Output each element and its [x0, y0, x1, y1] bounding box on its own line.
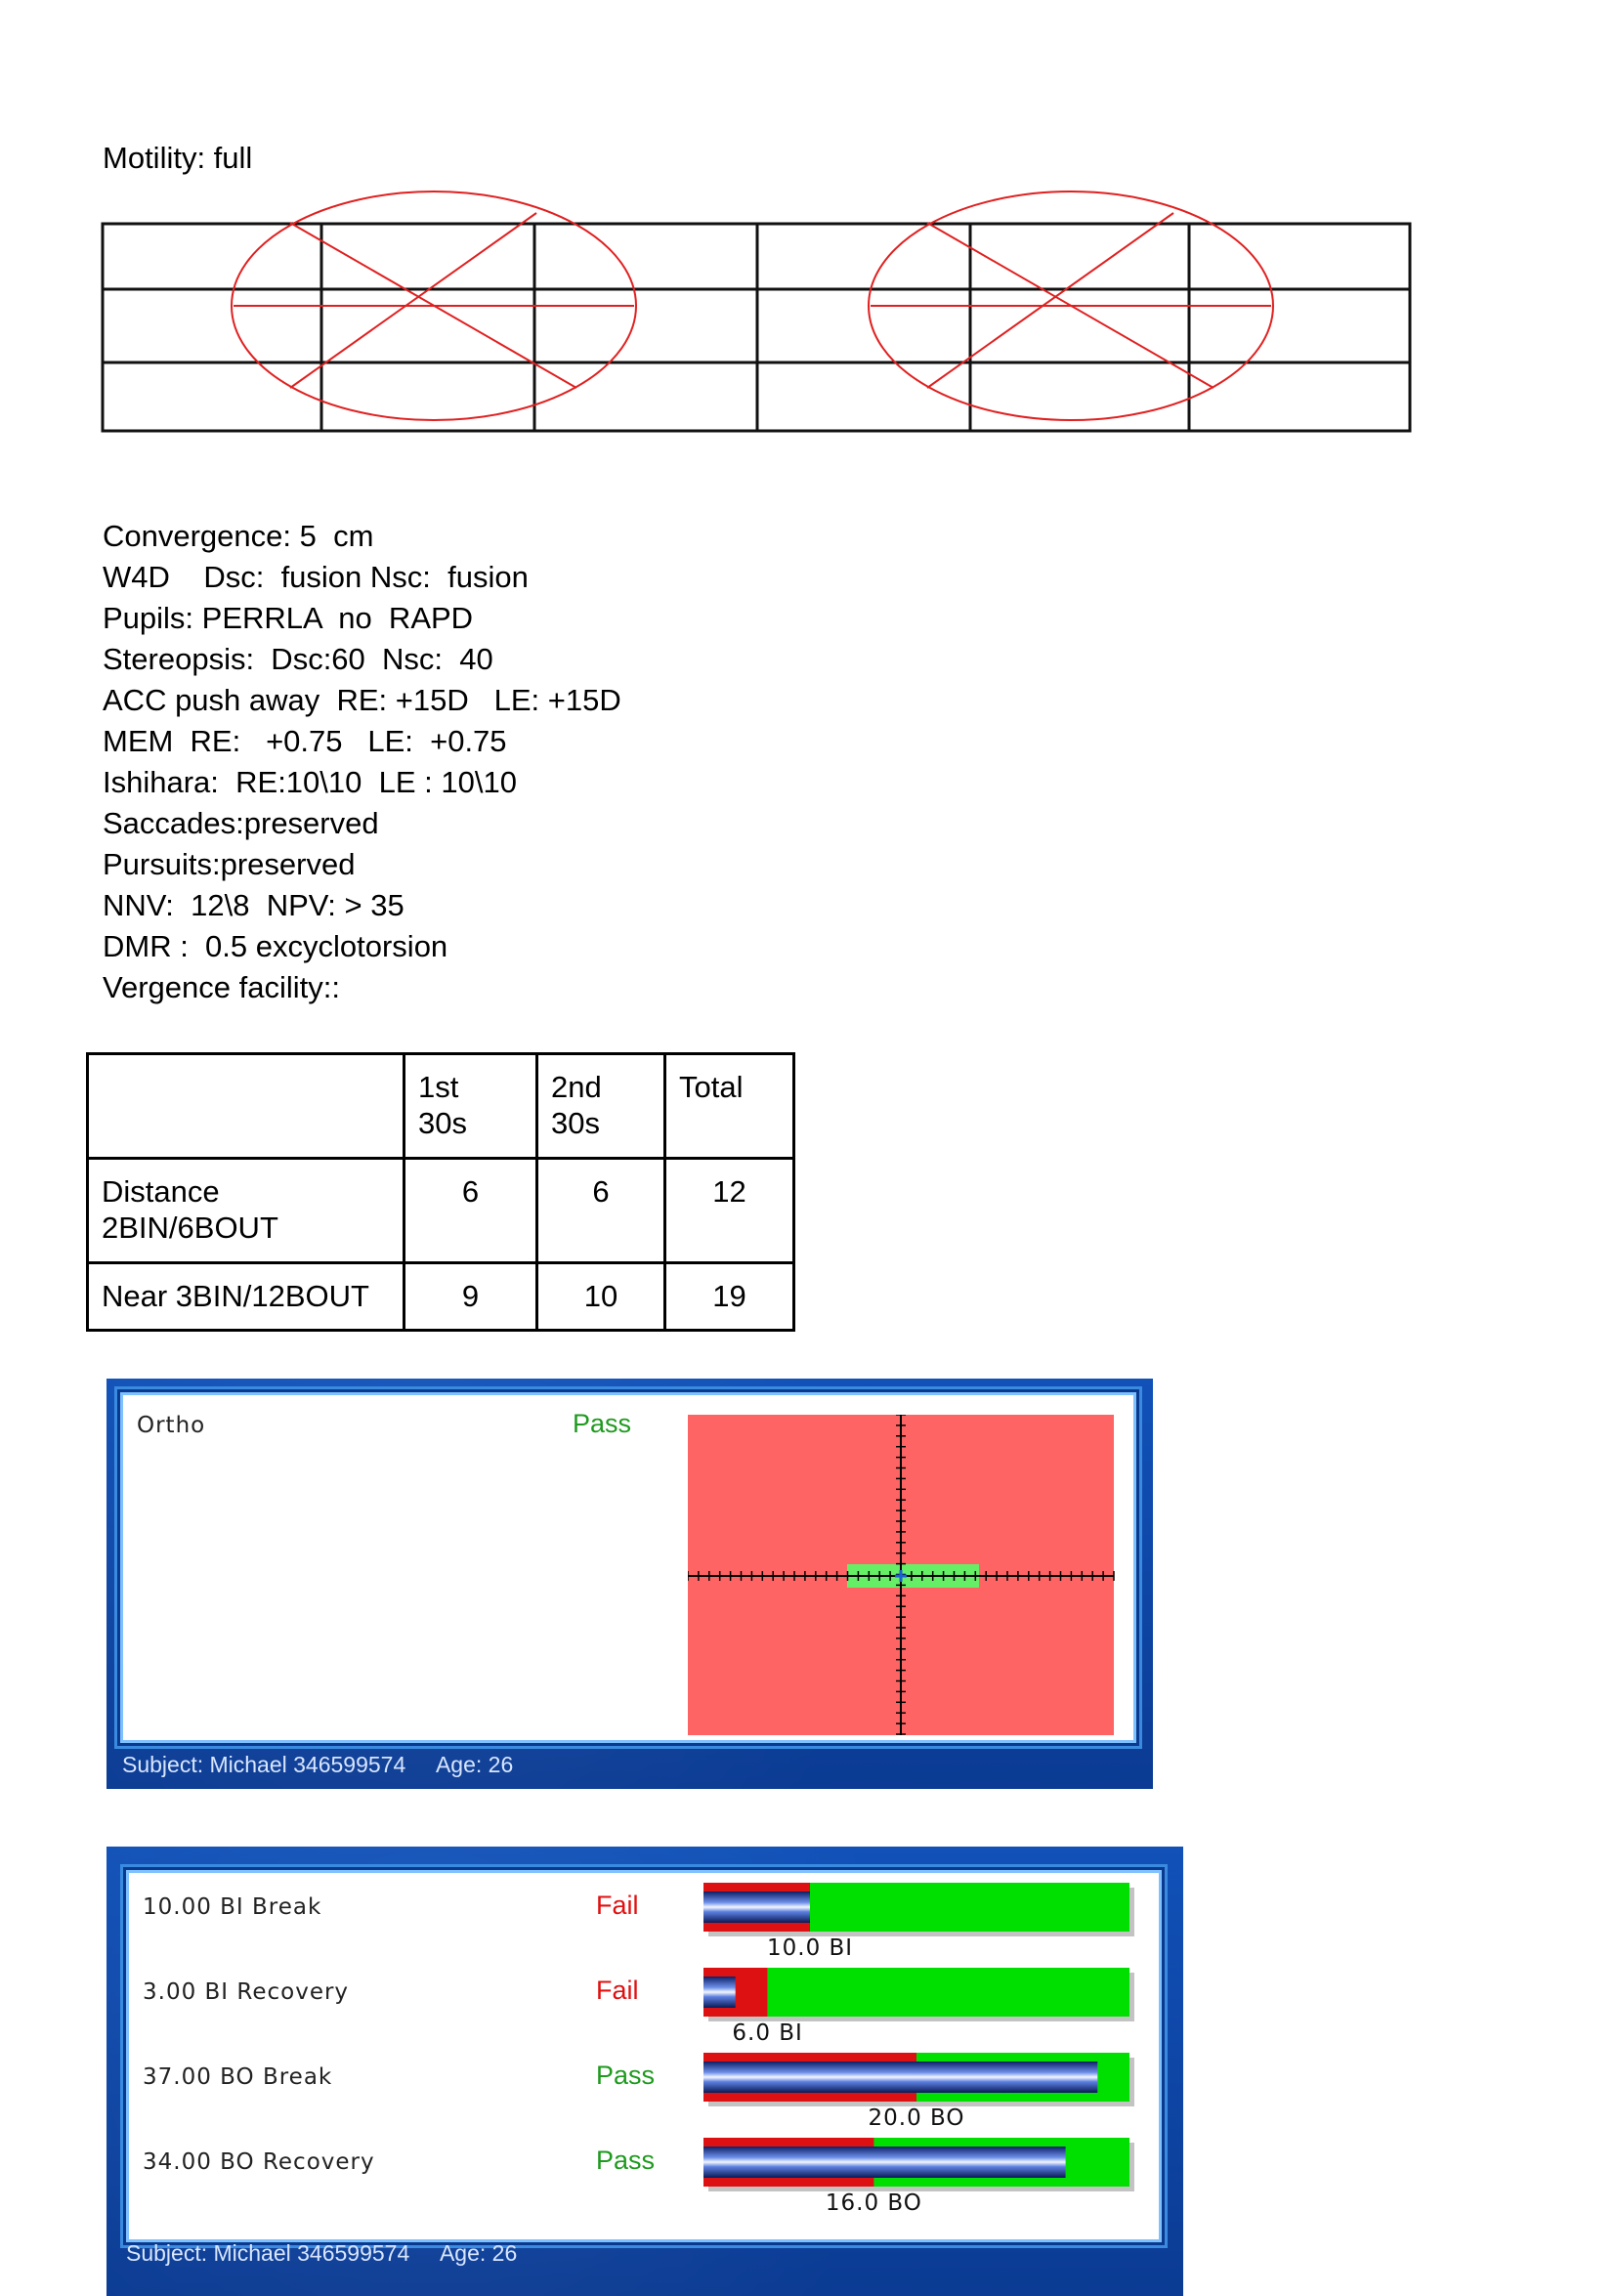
- finding-line: Stereopsis: Dsc:60 Nsc: 40: [103, 642, 493, 676]
- pass-zone: [703, 1968, 1129, 2017]
- measured-bar: [703, 1892, 810, 1923]
- table-cell: 9: [404, 1263, 537, 1331]
- ortho-panel-body: [120, 1392, 1136, 1743]
- left-eye-marks: [869, 191, 1273, 420]
- range-bar: [703, 1968, 1137, 2024]
- table-header-cell: [88, 1054, 404, 1159]
- range-bar: [703, 2138, 1137, 2194]
- finding-line: Saccades:preserved: [103, 806, 379, 840]
- vergence-range-panel: [106, 1847, 1183, 2296]
- ortho-footer: Subject: Michael 346599574 Age: 26: [122, 1752, 514, 1777]
- table-cell: 12: [665, 1159, 794, 1263]
- finding-line: ACC push away RE: +15D LE: +15D: [103, 683, 621, 717]
- norm-label: 16.0 BO: [825, 2190, 922, 2216]
- finding-line: Pupils: PERRLA no RAPD: [103, 601, 474, 635]
- norm-label: 6.0 BI: [732, 2020, 803, 2046]
- table-header-cell: 2nd 30s: [537, 1054, 665, 1159]
- norm-label: 20.0 BO: [868, 2105, 965, 2131]
- finding-line: MEM RE: +0.75 LE: +0.75: [103, 724, 507, 758]
- finding-line: Vergence facility::: [103, 970, 340, 1004]
- vergence-range-body: [126, 1870, 1162, 2242]
- ortho-plot: [688, 1415, 1116, 1737]
- table-cell: 10: [537, 1263, 665, 1331]
- motility-grid: [103, 224, 1410, 431]
- right-eye-marks: [232, 191, 636, 420]
- range-bar: [703, 2053, 1137, 2109]
- range-row-label: 3.00 BI Recovery: [143, 1979, 350, 2005]
- range-row-result: Fail: [596, 1976, 639, 2005]
- table-header-cell: 1st 30s: [404, 1054, 537, 1159]
- range-bar: [703, 1883, 1137, 1939]
- measured-bar: [703, 2062, 1097, 2093]
- measured-bar: [703, 2147, 1066, 2178]
- vergence-facility-table: [86, 1052, 795, 1332]
- motility-line: Motility: full: [103, 141, 253, 175]
- finding-line: Pursuits:preserved: [103, 847, 356, 881]
- finding-line: NNV: 12\8 NPV: > 35: [103, 888, 404, 922]
- finding-line: Ishihara: RE:10\10 LE : 10\10: [103, 765, 517, 799]
- range-footer: Subject: Michael 346599574 Age: 26: [126, 2240, 518, 2266]
- finding-line: W4D Dsc: fusion Nsc: fusion: [103, 560, 529, 594]
- range-row-label: 37.00 BO Break: [143, 2064, 333, 2090]
- measured-bar: [703, 1977, 736, 2008]
- table-cell: Distance 2BIN/6BOUT: [88, 1159, 404, 1263]
- motility-diagram: [98, 186, 1417, 440]
- ortho-label: Ortho: [137, 1413, 206, 1438]
- range-row-result: Fail: [596, 1891, 639, 1920]
- range-row-result: Pass: [596, 2061, 656, 2090]
- table-cell: 6: [404, 1159, 537, 1263]
- table-cell: Near 3BIN/12BOUT: [88, 1263, 404, 1331]
- table-header-row: [88, 1054, 794, 1159]
- table-row: [88, 1263, 794, 1331]
- ortho-panel: [106, 1379, 1153, 1789]
- findings-list: [103, 516, 621, 1008]
- ortho-result: Pass: [573, 1409, 632, 1438]
- table-row: [88, 1159, 794, 1263]
- range-row-result: Pass: [596, 2146, 656, 2175]
- range-row-label: 34.00 BO Recovery: [143, 2149, 375, 2175]
- table-cell: 19: [665, 1263, 794, 1331]
- finding-line: DMR : 0.5 excyclotorsion: [103, 929, 448, 963]
- norm-label: 10.0 BI: [767, 1935, 854, 1961]
- table-cell: 6: [537, 1159, 665, 1263]
- table-header-cell: Total: [665, 1054, 794, 1159]
- finding-line: Convergence: 5 cm: [103, 519, 374, 553]
- range-row-label: 10.00 BI Break: [143, 1894, 322, 1920]
